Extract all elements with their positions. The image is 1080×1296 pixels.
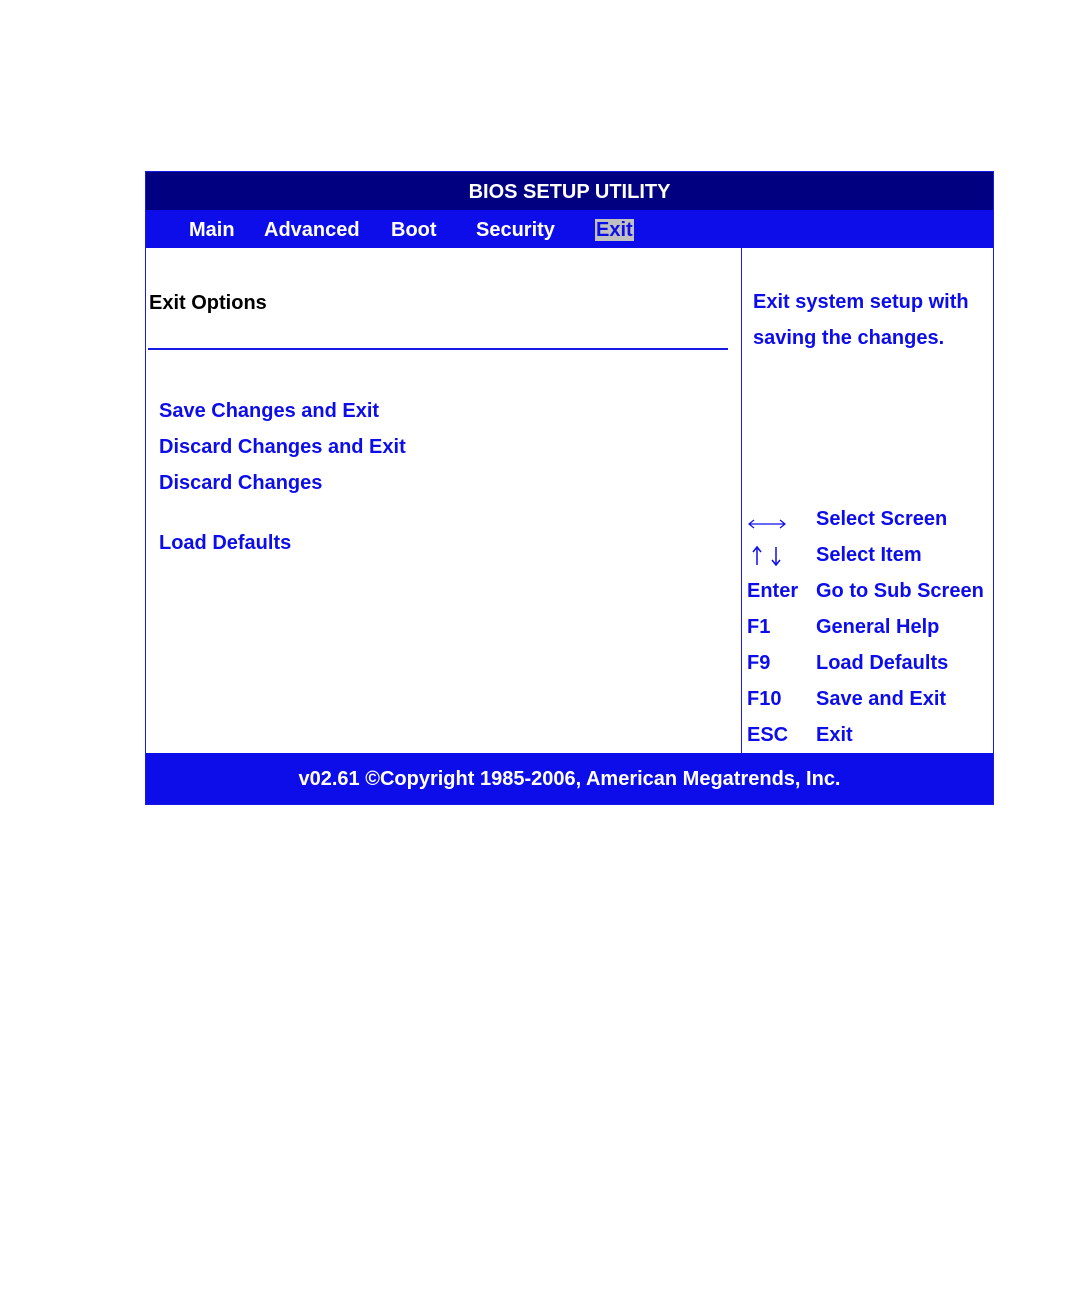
key-name: F9	[747, 652, 771, 674]
section-divider	[148, 348, 728, 350]
tab-advanced[interactable]: Advanced	[264, 219, 360, 241]
options-panel	[146, 248, 741, 753]
key-description: Exit	[816, 724, 853, 746]
tab-security[interactable]: Security	[476, 219, 555, 241]
key-description: Select Screen	[816, 508, 948, 530]
bios-window	[145, 171, 994, 805]
key-description: Load Defaults	[816, 652, 949, 674]
tab-main[interactable]: Main	[189, 219, 235, 241]
up-down-arrows-icon	[747, 544, 787, 568]
help-panel	[753, 284, 989, 356]
key-name: F1	[747, 616, 771, 638]
key-legend-row	[747, 508, 991, 544]
key-name: F10	[747, 688, 782, 710]
key-legend-row	[747, 688, 991, 724]
help-line: Exit system setup with	[753, 291, 969, 313]
key-description: General Help	[816, 616, 940, 638]
key-legend-row	[747, 580, 991, 616]
key-name: Enter	[747, 580, 799, 602]
save-changes-and-exit-option[interactable]: Save Changes and Exit	[159, 400, 380, 422]
key-legend-row	[747, 616, 991, 652]
key-legend-row	[747, 652, 991, 688]
discard-changes-option[interactable]: Discard Changes	[159, 472, 323, 494]
key-description: Go to Sub Screen	[816, 580, 984, 602]
menu-bar	[146, 210, 993, 248]
title-bar	[146, 172, 993, 210]
tab-exit[interactable]: Exit	[596, 219, 633, 241]
load-defaults-option[interactable]: Load Defaults	[159, 532, 292, 554]
help-line: saving the changes.	[753, 327, 945, 349]
copyright-text: v02.61 ©Copyright 1985-2006, American Megatrends, Inc.	[298, 768, 841, 790]
panel-divider	[741, 248, 742, 753]
discard-changes-and-exit-option[interactable]: Discard Changes and Exit	[159, 436, 406, 458]
bios-title: BIOS SETUP UTILITY	[468, 181, 671, 203]
section-title: Exit Options	[149, 292, 267, 314]
key-legend-row	[747, 544, 991, 580]
tab-boot[interactable]: Boot	[391, 219, 437, 241]
copyright-footer	[146, 753, 993, 804]
key-name: ESC	[747, 724, 789, 746]
left-right-arrow-icon	[747, 518, 787, 530]
key-description: Save and Exit	[816, 688, 947, 710]
key-description: Select Item	[816, 544, 922, 566]
